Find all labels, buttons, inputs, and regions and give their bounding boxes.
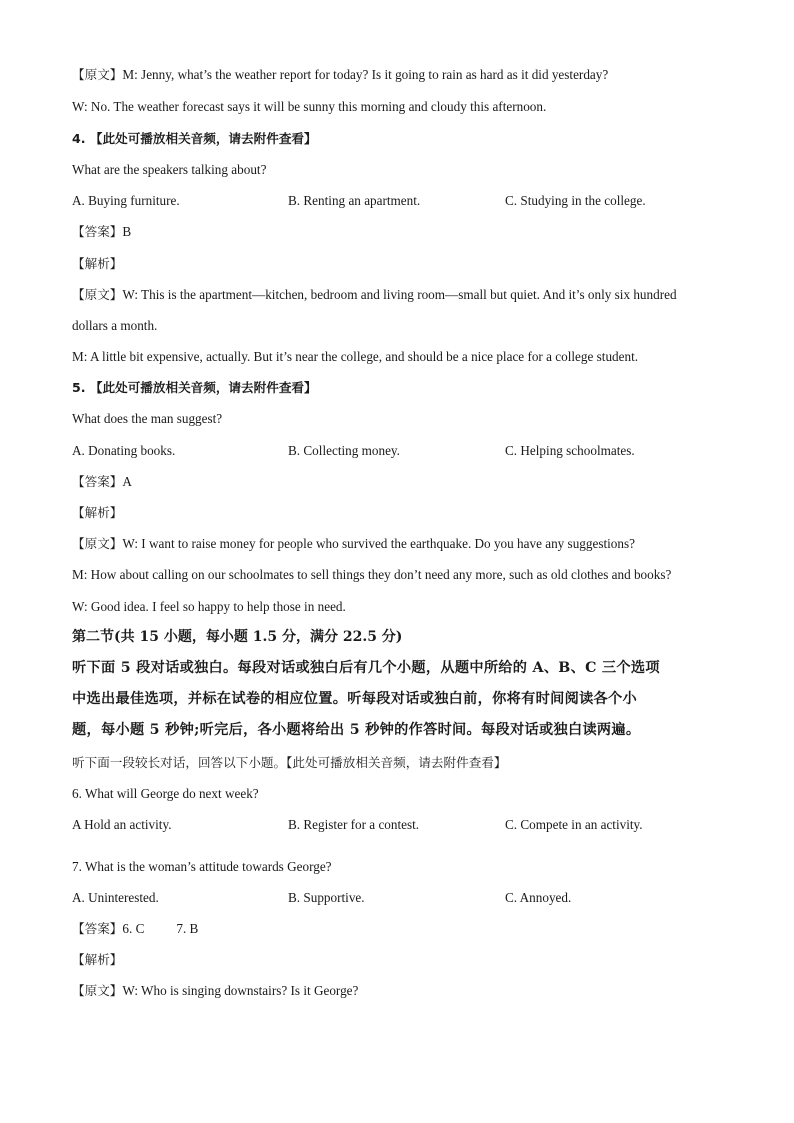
- q5-transcript-line-2: M: How about calling on our schoolmates to sell things they don’t need any more, such as old clothes and books?: [72, 567, 672, 582]
- transcript-tag: 【原文】: [72, 983, 123, 998]
- q6-option-b: B. Register for a contest.: [288, 817, 420, 832]
- q4-question: What are the speakers talking about?: [72, 162, 267, 177]
- q4-transcript-line-2: M: A little bit expensive, actually. But it’s near the college, and should be a nice place for a college student.: [72, 349, 639, 364]
- q6-7-transcript-line-1: 【原文】W: Who is singing downstairs? Is it George?: [72, 983, 359, 998]
- section-2-instruction-line-2: 中选出最佳选项，并标在试卷的相应位置。听每段对话或独白前，你将有时间阅读各个小: [72, 691, 638, 707]
- q4-transcript-line-1-cont: dollars a month.: [72, 318, 158, 333]
- answer-7: 7. B: [176, 921, 199, 936]
- q5-transcript-line-1: 【原文】W: I want to raise money for people who survived the earthquake. Do you have any suggestions?: [72, 536, 635, 551]
- q7-option-c: C. Annoyed.: [505, 890, 572, 905]
- answer-tag: 【答案】: [72, 921, 123, 936]
- q6-question: 6. What will George do next week?: [72, 786, 259, 801]
- q4-number-audio-link[interactable]: 4. 【此处可播放相关音频，请去附件查看】: [72, 131, 317, 146]
- q5-analysis-tag: 【解析】: [72, 505, 123, 520]
- q5-transcript-line-3: W: Good idea. I feel so happy to help those in need.: [72, 599, 346, 614]
- transcript-tag: 【原文】: [72, 536, 123, 551]
- q4-transcript-line-1: 【原文】W: This is the apartment—kitchen, bedroom and living room—small but quiet. And it’s only six hundred: [72, 287, 677, 302]
- answer-tag: 【答案】: [72, 224, 123, 239]
- answer-value: A: [122, 474, 132, 489]
- q6-option-c: C. Compete in an activity.: [505, 817, 643, 832]
- q5-option-c: C. Helping schoolmates.: [505, 443, 635, 458]
- q4-option-b: B. Renting an apartment.: [288, 193, 421, 208]
- q5-option-b: B. Collecting money.: [288, 443, 400, 458]
- q5-number-audio-link[interactable]: 5. 【此处可播放相关音频，请去附件查看】: [72, 380, 317, 395]
- section-2-instruction-line-3: 题，每小题 5 秒钟;听完后，各小题将给出 5 秒钟的作答时间。每段对话或独白读两遍。: [72, 722, 641, 738]
- q6-option-a: A Hold an activity.: [72, 817, 172, 832]
- q7-option-a: A. Uninterested.: [72, 890, 159, 905]
- section-2-instruction-line-1: 听下面 5 段对话或独白。每段对话或独白后有几个小题，从题中所给的 A、B、C 三个选项: [72, 660, 660, 676]
- q3-transcript-line-1: 【原文】M: Jenny, what’s the weather report for today? Is it going to rain as hard as it did yesterday?: [72, 67, 609, 82]
- q5-answer: [72, 473, 724, 491]
- listen-prompt-audio-link[interactable]: 听下面一段较长对话，回答以下小题。【此处可播放相关音频，请去附件查看】: [72, 755, 507, 770]
- q3-transcript-line-2: W: No. The weather forecast says it will be sunny this morning and cloudy this afternoon.: [72, 99, 547, 114]
- section-2-heading: 第二节(共 15 小题，每小题 1.5 分，满分 22.5 分): [72, 629, 403, 645]
- transcript-tag: 【原文】: [72, 287, 123, 302]
- q4-answer: [72, 223, 724, 241]
- answer-tag: 【答案】: [72, 474, 123, 489]
- q5-question: What does the man suggest?: [72, 411, 223, 426]
- answer-6: 6. C: [122, 921, 145, 936]
- transcript-tag: 【原文】: [72, 67, 123, 82]
- q6-7-analysis-tag: 【解析】: [72, 952, 123, 967]
- q4-analysis-tag: 【解析】: [72, 256, 123, 271]
- q4-option-c: C. Studying in the college.: [505, 193, 646, 208]
- q4-option-a: A. Buying furniture.: [72, 193, 180, 208]
- q7-option-b: B. Supportive.: [288, 890, 365, 905]
- q6-7-answer: [72, 920, 724, 938]
- q7-question: 7. What is the woman’s attitude towards George?: [72, 859, 332, 874]
- q5-option-a: A. Donating books.: [72, 443, 176, 458]
- answer-value: B: [122, 224, 132, 239]
